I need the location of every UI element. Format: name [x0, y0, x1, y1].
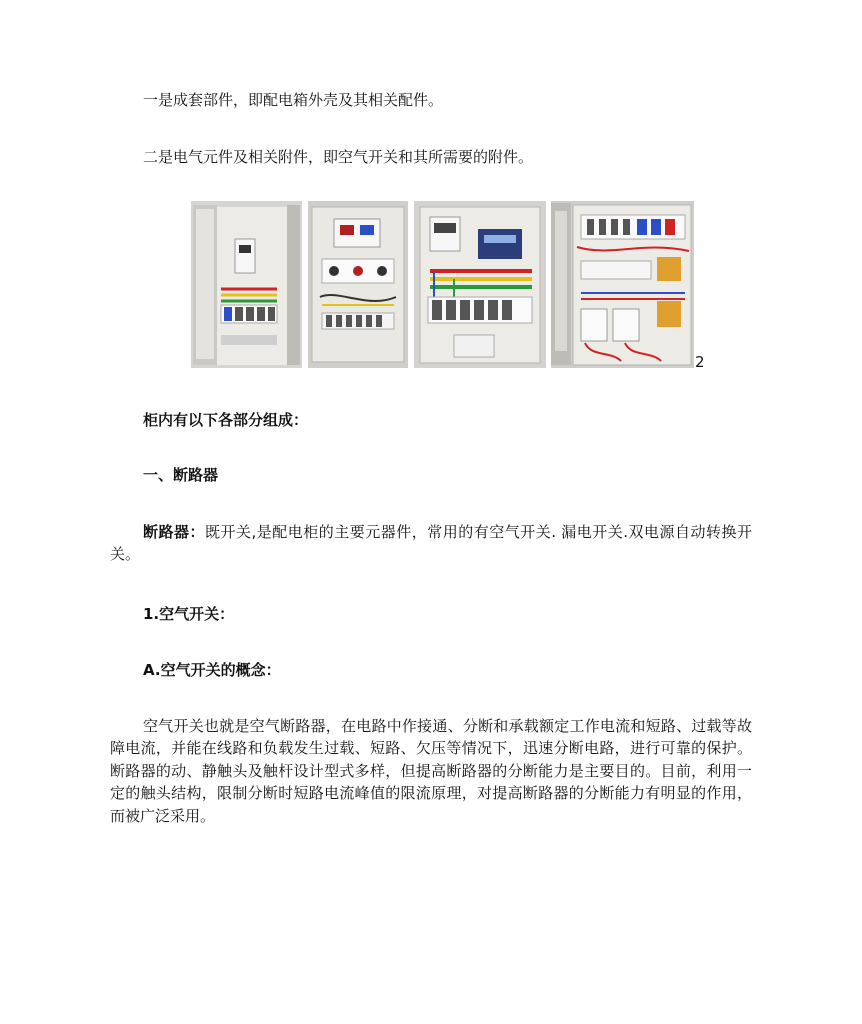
- cabinet-photo-3: [414, 201, 546, 368]
- cabinet-photo-2: [308, 201, 408, 368]
- cabinet-photo-4: [551, 201, 694, 368]
- cabinet-photo-1: [191, 201, 302, 368]
- text-line-1: 一是成套部件，即配电箱外壳及其相关配件。: [143, 91, 444, 109]
- heading-concept: A.空气开关的概念：: [143, 661, 281, 679]
- concept-paragraph: 空气开关也就是空气断路器，在电路中作接通、分断和承载额定工作电流和短路、过载等故障电流，并能在线路和负载发生过载、短路、欠压等情况下，迅速分断电路，进行可靠的保护。断路器的动、静触头及触杆设计型式多样，但提高断路器的分断能力是主要目的。目前，利用一定的触头结构，限制分断时短路电流峰值的限流原理，对提高断路器的分断能力有明显的作用，而被广泛采用。: [110, 717, 752, 825]
- heading-components: 柜内有以下各部分组成：: [143, 411, 309, 429]
- heading-air-switch: 1.空气开关：: [143, 605, 235, 623]
- heading-breaker: 一、断路器: [143, 466, 219, 484]
- figure-number: 2: [695, 353, 705, 371]
- breaker-definition: [110, 521, 752, 566]
- text-line-2: 二是电气元件及相关附件，即空气开关和其所需要的附件。: [143, 148, 534, 166]
- breaker-definition-text: 既开关,是配电柜的主要元器件，常用的有空气开关. 漏电开关.双电源自动转换开关。: [110, 523, 752, 564]
- breaker-term: 断路器：: [143, 523, 205, 541]
